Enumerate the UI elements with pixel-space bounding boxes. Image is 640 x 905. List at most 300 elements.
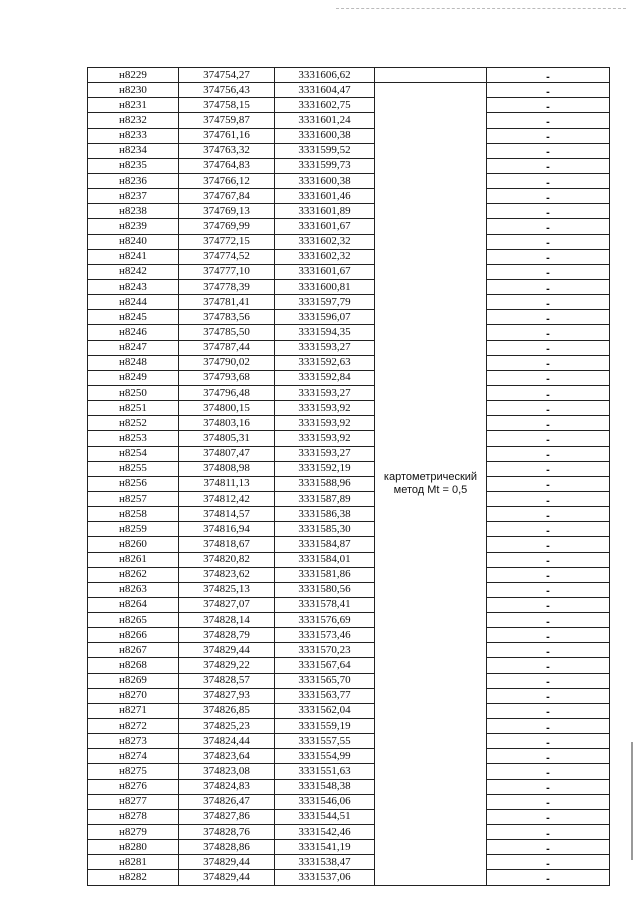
accuracy-dash: - xyxy=(546,327,550,340)
accuracy-dash: - xyxy=(546,282,550,295)
coordinate-y-cell: 3331587,89 xyxy=(275,491,375,506)
table-row xyxy=(88,68,610,83)
coordinate-y-cell: 3331593,27 xyxy=(275,446,375,461)
table-row xyxy=(88,673,610,688)
accuracy-cell xyxy=(487,83,610,98)
coordinate-y-cell: 3331597,79 xyxy=(275,295,375,310)
point-id-cell: н8264 xyxy=(88,597,179,612)
table-row xyxy=(88,703,610,718)
point-id-cell: н8242 xyxy=(88,264,179,279)
table-row xyxy=(88,658,610,673)
point-id-cell: н8234 xyxy=(88,143,179,158)
coordinate-x-cell: 374778,39 xyxy=(179,279,275,294)
accuracy-dash: - xyxy=(546,418,550,431)
accuracy-dash: - xyxy=(546,221,550,234)
table-row xyxy=(88,567,610,582)
coordinate-x-cell: 374811,13 xyxy=(179,476,275,491)
coordinate-y-cell: 3331538,47 xyxy=(275,855,375,870)
coordinate-x-cell: 374759,87 xyxy=(179,113,275,128)
accuracy-cell xyxy=(487,491,610,506)
coordinate-x-cell: 374828,86 xyxy=(179,840,275,855)
coordinate-y-cell: 3331593,27 xyxy=(275,340,375,355)
coordinate-y-cell: 3331602,32 xyxy=(275,234,375,249)
accuracy-cell xyxy=(487,643,610,658)
accuracy-cell xyxy=(487,158,610,173)
table-row xyxy=(88,597,610,612)
coordinate-y-cell: 3331599,52 xyxy=(275,143,375,158)
accuracy-cell xyxy=(487,189,610,204)
table-row xyxy=(88,173,610,188)
accuracy-dash: - xyxy=(546,206,550,219)
table-row xyxy=(88,779,610,794)
accuracy-dash: - xyxy=(546,812,550,825)
coordinate-y-cell: 3331599,73 xyxy=(275,158,375,173)
coordinate-x-cell: 374824,44 xyxy=(179,734,275,749)
accuracy-dash: - xyxy=(546,691,550,704)
accuracy-cell xyxy=(487,658,610,673)
coordinate-x-cell: 374805,31 xyxy=(179,431,275,446)
point-id-cell: н8274 xyxy=(88,749,179,764)
accuracy-cell xyxy=(487,98,610,113)
accuracy-cell xyxy=(487,431,610,446)
coordinate-y-cell: 3331563,77 xyxy=(275,688,375,703)
point-id-cell: н8282 xyxy=(88,870,179,885)
coordinate-y-cell: 3331584,87 xyxy=(275,537,375,552)
accuracy-cell xyxy=(487,476,610,491)
coordinate-y-cell: 3331584,01 xyxy=(275,552,375,567)
accuracy-cell xyxy=(487,567,610,582)
table-row xyxy=(88,809,610,824)
coordinate-x-cell: 374828,76 xyxy=(179,825,275,840)
point-id-cell: н8281 xyxy=(88,855,179,870)
accuracy-cell xyxy=(487,537,610,552)
accuracy-cell xyxy=(487,234,610,249)
point-id-cell: н8246 xyxy=(88,325,179,340)
coordinate-y-cell: 3331542,46 xyxy=(275,825,375,840)
coordinate-x-cell: 374756,43 xyxy=(179,83,275,98)
table-row xyxy=(88,628,610,643)
coordinate-x-cell: 374766,12 xyxy=(179,173,275,188)
point-id-cell: н8232 xyxy=(88,113,179,128)
table-row xyxy=(88,825,610,840)
accuracy-dash: - xyxy=(546,312,550,325)
accuracy-cell xyxy=(487,249,610,264)
point-id-cell: н8230 xyxy=(88,83,179,98)
point-id-cell: н8235 xyxy=(88,158,179,173)
point-id-cell: н8238 xyxy=(88,204,179,219)
accuracy-dash: - xyxy=(546,449,550,462)
accuracy-dash: - xyxy=(546,661,550,674)
coordinate-y-cell: 3331565,70 xyxy=(275,673,375,688)
coordinate-x-cell: 374829,44 xyxy=(179,855,275,870)
accuracy-dash: - xyxy=(546,797,550,810)
accuracy-cell xyxy=(487,840,610,855)
coordinate-y-cell: 3331592,84 xyxy=(275,370,375,385)
point-id-cell: н8265 xyxy=(88,613,179,628)
point-id-cell: н8252 xyxy=(88,416,179,431)
accuracy-dash: - xyxy=(546,237,550,250)
table-row xyxy=(88,310,610,325)
coordinate-x-cell: 374827,07 xyxy=(179,597,275,612)
coordinate-x-cell: 374829,22 xyxy=(179,658,275,673)
accuracy-cell xyxy=(487,628,610,643)
accuracy-cell xyxy=(487,461,610,476)
accuracy-cell xyxy=(487,68,610,83)
accuracy-cell xyxy=(487,279,610,294)
coordinate-y-cell: 3331601,67 xyxy=(275,219,375,234)
point-id-cell: н8268 xyxy=(88,658,179,673)
point-id-cell: н8231 xyxy=(88,98,179,113)
accuracy-cell xyxy=(487,673,610,688)
accuracy-dash: - xyxy=(546,600,550,613)
accuracy-dash: - xyxy=(546,479,550,492)
coordinate-y-cell: 3331548,38 xyxy=(275,779,375,794)
point-id-cell: н8280 xyxy=(88,840,179,855)
coordinate-x-cell: 374825,23 xyxy=(179,719,275,734)
coordinate-x-cell: 374787,44 xyxy=(179,340,275,355)
point-id-cell: н8243 xyxy=(88,279,179,294)
coordinate-y-cell: 3331596,07 xyxy=(275,310,375,325)
accuracy-dash: - xyxy=(546,433,550,446)
coordinate-x-cell: 374825,13 xyxy=(179,582,275,597)
coordinate-x-cell: 374829,44 xyxy=(179,643,275,658)
coordinate-y-cell: 3331593,92 xyxy=(275,416,375,431)
accuracy-dash: - xyxy=(546,297,550,310)
coordinate-y-cell: 3331588,96 xyxy=(275,476,375,491)
coordinate-x-cell: 374823,62 xyxy=(179,567,275,582)
accuracy-dash: - xyxy=(546,782,550,795)
table-row xyxy=(88,234,610,249)
accuracy-dash: - xyxy=(546,403,550,416)
accuracy-dash: - xyxy=(546,161,550,174)
coordinate-x-cell: 374827,93 xyxy=(179,688,275,703)
accuracy-cell xyxy=(487,688,610,703)
accuracy-cell xyxy=(487,416,610,431)
coordinate-y-cell: 3331592,19 xyxy=(275,461,375,476)
accuracy-dash: - xyxy=(546,176,550,189)
accuracy-dash: - xyxy=(546,585,550,598)
point-id-cell: н8270 xyxy=(88,688,179,703)
point-id-cell: н8260 xyxy=(88,537,179,552)
point-id-cell: н8272 xyxy=(88,719,179,734)
table-row xyxy=(88,643,610,658)
coordinate-y-cell: 3331567,64 xyxy=(275,658,375,673)
coordinate-y-cell: 3331593,92 xyxy=(275,431,375,446)
accuracy-cell xyxy=(487,719,610,734)
accuracy-cell xyxy=(487,779,610,794)
accuracy-dash: - xyxy=(546,751,550,764)
coordinate-x-cell: 374796,48 xyxy=(179,385,275,400)
table-row xyxy=(88,204,610,219)
accuracy-dash: - xyxy=(546,191,550,204)
table-row xyxy=(88,552,610,567)
coordinate-x-cell: 374758,15 xyxy=(179,98,275,113)
table-row xyxy=(88,128,610,143)
accuracy-dash: - xyxy=(546,721,550,734)
coordinate-y-cell: 3331602,75 xyxy=(275,98,375,113)
accuracy-dash: - xyxy=(546,842,550,855)
coordinate-x-cell: 374790,02 xyxy=(179,355,275,370)
coordinate-y-cell: 3331601,89 xyxy=(275,204,375,219)
point-id-cell: н8250 xyxy=(88,385,179,400)
accuracy-dash: - xyxy=(546,827,550,840)
coordinate-y-cell: 3331546,06 xyxy=(275,794,375,809)
point-id-cell: н8233 xyxy=(88,128,179,143)
table-row xyxy=(88,189,610,204)
coordinate-y-cell: 3331592,63 xyxy=(275,355,375,370)
table-row xyxy=(88,719,610,734)
table-row xyxy=(88,143,610,158)
point-id-cell: н8263 xyxy=(88,582,179,597)
coordinate-x-cell: 374763,32 xyxy=(179,143,275,158)
table-row xyxy=(88,855,610,870)
coordinate-x-cell: 374820,82 xyxy=(179,552,275,567)
table-row xyxy=(88,113,610,128)
accuracy-dash: - xyxy=(546,676,550,689)
accuracy-dash: - xyxy=(546,570,550,583)
accuracy-cell xyxy=(487,385,610,400)
coordinate-x-cell: 374808,98 xyxy=(179,461,275,476)
table-row xyxy=(88,749,610,764)
accuracy-cell xyxy=(487,446,610,461)
point-id-cell: н8259 xyxy=(88,522,179,537)
coordinate-x-cell: 374793,68 xyxy=(179,370,275,385)
accuracy-dash: - xyxy=(546,343,550,356)
accuracy-cell xyxy=(487,825,610,840)
accuracy-dash: - xyxy=(546,85,550,98)
coordinate-y-cell: 3331601,67 xyxy=(275,264,375,279)
table-row xyxy=(88,340,610,355)
coordinate-y-cell: 3331580,56 xyxy=(275,582,375,597)
coordinate-x-cell: 374772,15 xyxy=(179,234,275,249)
table-row xyxy=(88,870,610,885)
point-id-cell: н8237 xyxy=(88,189,179,204)
coordinate-y-cell: 3331551,63 xyxy=(275,764,375,779)
table-row xyxy=(88,279,610,294)
table-row xyxy=(88,446,610,461)
point-id-cell: н8261 xyxy=(88,552,179,567)
point-id-cell: н8271 xyxy=(88,703,179,718)
table-row xyxy=(88,764,610,779)
table-row xyxy=(88,461,610,476)
coordinate-y-cell: 3331601,24 xyxy=(275,113,375,128)
coordinate-y-cell: 3331585,30 xyxy=(275,522,375,537)
coordinate-x-cell: 374814,57 xyxy=(179,507,275,522)
coordinate-x-cell: 374826,85 xyxy=(179,703,275,718)
point-id-cell: н8257 xyxy=(88,491,179,506)
coordinate-x-cell: 374812,42 xyxy=(179,491,275,506)
accuracy-dash: - xyxy=(546,388,550,401)
coordinate-y-cell: 3331554,99 xyxy=(275,749,375,764)
coordinate-y-cell: 3331578,41 xyxy=(275,597,375,612)
coordinate-y-cell: 3331604,47 xyxy=(275,83,375,98)
table-row xyxy=(88,840,610,855)
coordinate-x-cell: 374826,47 xyxy=(179,794,275,809)
point-id-cell: н8269 xyxy=(88,673,179,688)
coordinate-y-cell: 3331600,38 xyxy=(275,128,375,143)
coordinate-x-cell: 374803,16 xyxy=(179,416,275,431)
accuracy-dash: - xyxy=(546,358,550,371)
accuracy-cell xyxy=(487,749,610,764)
accuracy-dash: - xyxy=(546,615,550,628)
point-id-cell: н8256 xyxy=(88,476,179,491)
coordinate-y-cell: 3331600,81 xyxy=(275,279,375,294)
coordinates-table xyxy=(87,67,610,886)
point-id-cell: н8279 xyxy=(88,825,179,840)
point-id-cell: н8241 xyxy=(88,249,179,264)
table-row xyxy=(88,325,610,340)
table-row xyxy=(88,295,610,310)
table-row xyxy=(88,688,610,703)
method-cell-empty xyxy=(375,68,487,83)
table-row xyxy=(88,613,610,628)
point-id-cell: н8262 xyxy=(88,567,179,582)
coordinate-y-cell: 3331557,55 xyxy=(275,734,375,749)
point-id-cell: н8248 xyxy=(88,355,179,370)
accuracy-dash: - xyxy=(546,267,550,280)
table-row xyxy=(88,507,610,522)
accuracy-dash: - xyxy=(546,857,550,870)
coordinate-x-cell: 374769,99 xyxy=(179,219,275,234)
point-id-cell: н8247 xyxy=(88,340,179,355)
point-id-cell: н8239 xyxy=(88,219,179,234)
table-row xyxy=(88,582,610,597)
scan-header-line xyxy=(336,8,626,9)
coordinate-x-cell: 374807,47 xyxy=(179,446,275,461)
coordinate-y-cell: 3331602,32 xyxy=(275,249,375,264)
coordinate-x-cell: 374754,27 xyxy=(179,68,275,83)
coordinate-x-cell: 374828,57 xyxy=(179,673,275,688)
accuracy-cell xyxy=(487,855,610,870)
table-row xyxy=(88,491,610,506)
accuracy-dash: - xyxy=(546,645,550,658)
accuracy-dash: - xyxy=(546,131,550,144)
accuracy-dash: - xyxy=(546,494,550,507)
coordinates-table-body xyxy=(88,68,610,886)
coordinate-x-cell: 374781,41 xyxy=(179,295,275,310)
accuracy-dash: - xyxy=(546,70,550,83)
table-row xyxy=(88,249,610,264)
coordinate-x-cell: 374824,83 xyxy=(179,779,275,794)
coordinate-x-cell: 374800,15 xyxy=(179,401,275,416)
accuracy-dash: - xyxy=(546,146,550,159)
table-row xyxy=(88,98,610,113)
accuracy-cell xyxy=(487,219,610,234)
coordinate-x-cell: 374829,44 xyxy=(179,870,275,885)
point-id-cell: н8240 xyxy=(88,234,179,249)
coordinate-x-cell: 374828,14 xyxy=(179,613,275,628)
accuracy-dash: - xyxy=(546,706,550,719)
coordinate-y-cell: 3331594,35 xyxy=(275,325,375,340)
accuracy-cell xyxy=(487,734,610,749)
scan-edge-mark xyxy=(631,742,633,860)
accuracy-cell xyxy=(487,128,610,143)
accuracy-cell xyxy=(487,340,610,355)
point-id-cell: н8273 xyxy=(88,734,179,749)
accuracy-cell xyxy=(487,613,610,628)
accuracy-dash: - xyxy=(546,373,550,386)
accuracy-dash: - xyxy=(546,252,550,265)
accuracy-cell xyxy=(487,113,610,128)
coordinate-x-cell: 374818,67 xyxy=(179,537,275,552)
coordinate-x-cell: 374777,10 xyxy=(179,264,275,279)
coordinate-x-cell: 374823,64 xyxy=(179,749,275,764)
accuracy-dash: - xyxy=(546,630,550,643)
accuracy-cell xyxy=(487,507,610,522)
accuracy-cell xyxy=(487,143,610,158)
coordinate-x-cell: 374761,16 xyxy=(179,128,275,143)
coordinate-y-cell: 3331544,51 xyxy=(275,809,375,824)
accuracy-cell xyxy=(487,764,610,779)
table-row xyxy=(88,355,610,370)
accuracy-cell xyxy=(487,870,610,885)
accuracy-cell xyxy=(487,809,610,824)
table-row xyxy=(88,264,610,279)
accuracy-dash: - xyxy=(546,873,550,886)
point-id-cell: н8277 xyxy=(88,794,179,809)
accuracy-cell xyxy=(487,355,610,370)
coordinate-y-cell: 3331576,69 xyxy=(275,613,375,628)
coordinate-x-cell: 374769,13 xyxy=(179,204,275,219)
point-id-cell: н8253 xyxy=(88,431,179,446)
coordinate-x-cell: 374764,83 xyxy=(179,158,275,173)
table-row xyxy=(88,385,610,400)
coordinate-y-cell: 3331573,46 xyxy=(275,628,375,643)
coordinate-y-cell: 3331601,46 xyxy=(275,189,375,204)
point-id-cell: н8278 xyxy=(88,809,179,824)
table-row xyxy=(88,734,610,749)
accuracy-dash: - xyxy=(546,524,550,537)
accuracy-cell xyxy=(487,794,610,809)
coordinate-y-cell: 3331562,04 xyxy=(275,703,375,718)
coordinate-x-cell: 374767,84 xyxy=(179,189,275,204)
accuracy-cell xyxy=(487,582,610,597)
table-row xyxy=(88,522,610,537)
accuracy-cell xyxy=(487,325,610,340)
point-id-cell: н8245 xyxy=(88,310,179,325)
accuracy-cell xyxy=(487,597,610,612)
coordinate-y-cell: 3331600,38 xyxy=(275,173,375,188)
accuracy-cell xyxy=(487,295,610,310)
point-id-cell: н8236 xyxy=(88,173,179,188)
point-id-cell: н8275 xyxy=(88,764,179,779)
accuracy-cell xyxy=(487,552,610,567)
accuracy-dash: - xyxy=(546,100,550,113)
accuracy-cell xyxy=(487,401,610,416)
table-row xyxy=(88,83,610,98)
coordinate-y-cell: 3331593,92 xyxy=(275,401,375,416)
point-id-cell: н8276 xyxy=(88,779,179,794)
coordinate-x-cell: 374823,08 xyxy=(179,764,275,779)
table-row xyxy=(88,431,610,446)
table-row xyxy=(88,219,610,234)
coordinate-x-cell: 374785,50 xyxy=(179,325,275,340)
table-row xyxy=(88,158,610,173)
table-row xyxy=(88,537,610,552)
accuracy-dash: - xyxy=(546,464,550,477)
table-row xyxy=(88,794,610,809)
coordinate-x-cell: 374774,52 xyxy=(179,249,275,264)
point-id-cell: н8251 xyxy=(88,401,179,416)
coordinate-y-cell: 3331570,23 xyxy=(275,643,375,658)
accuracy-dash: - xyxy=(546,555,550,568)
table-row xyxy=(88,416,610,431)
accuracy-cell xyxy=(487,370,610,385)
accuracy-dash: - xyxy=(546,115,550,128)
coordinate-y-cell: 3331586,38 xyxy=(275,507,375,522)
coordinate-x-cell: 374827,86 xyxy=(179,809,275,824)
coordinate-x-cell: 374783,56 xyxy=(179,310,275,325)
